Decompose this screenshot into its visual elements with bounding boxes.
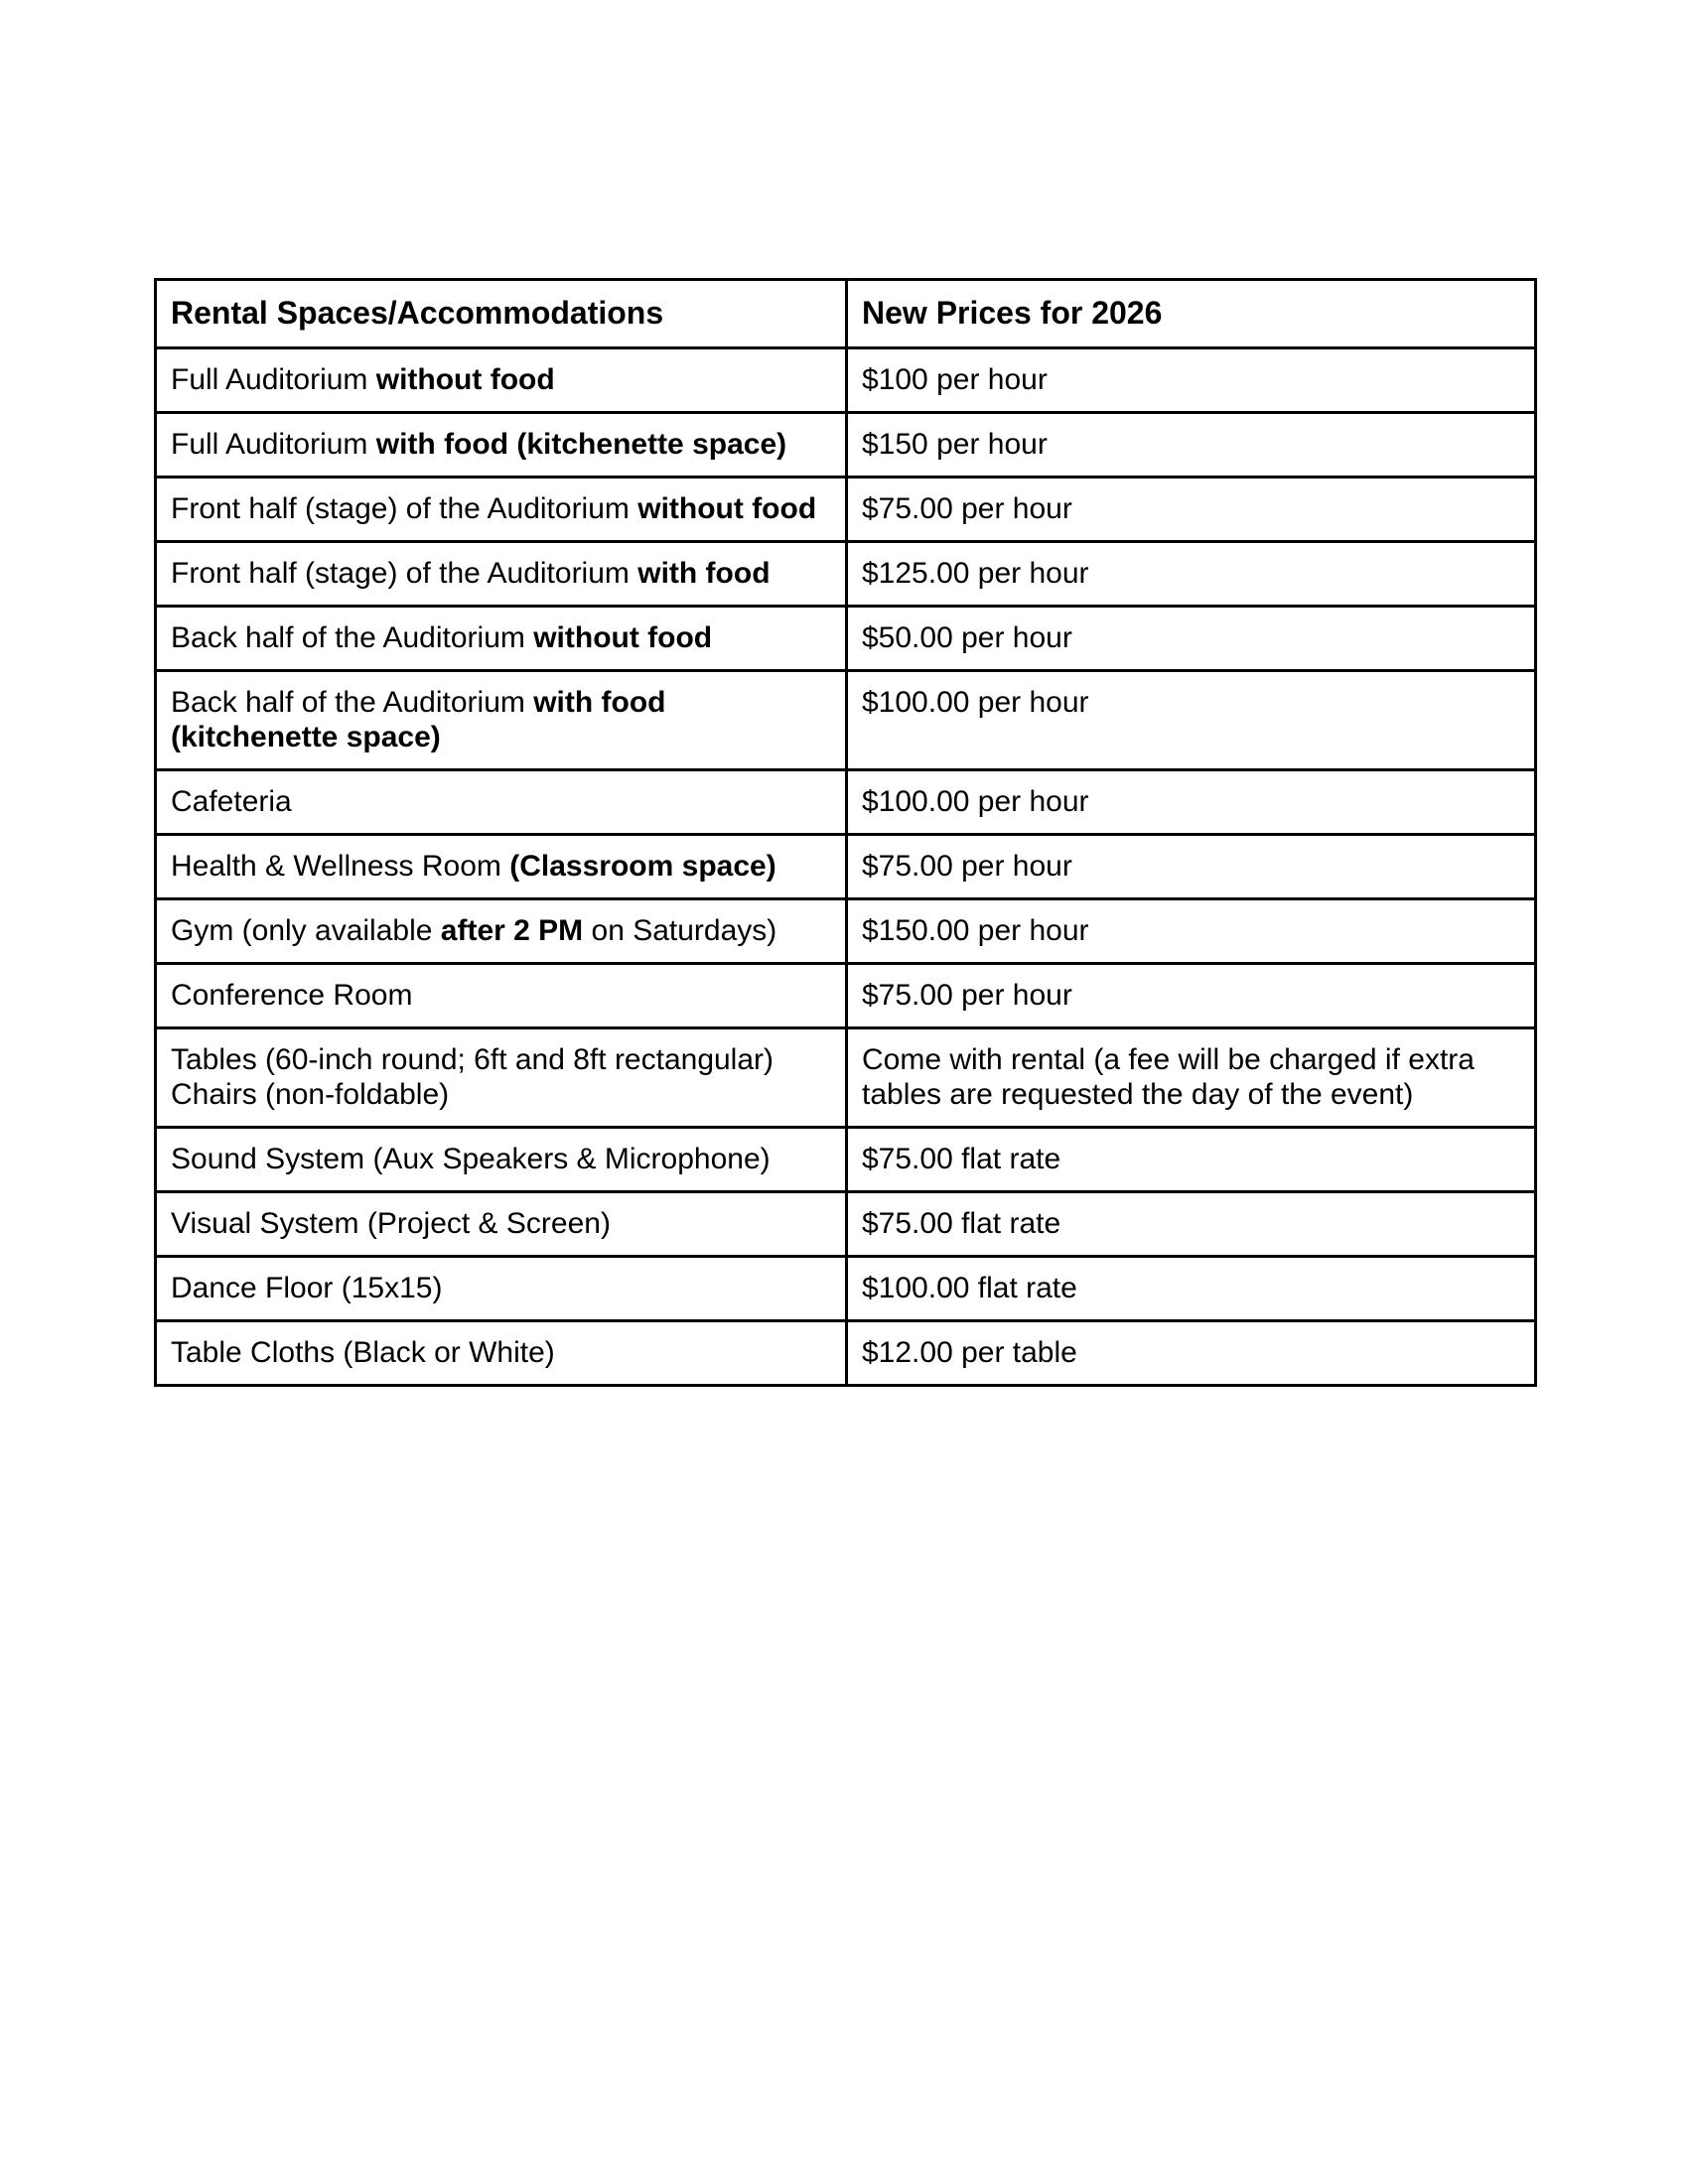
price-cell: $12.00 per table xyxy=(847,1321,1536,1386)
item-text: Front half (stage) of the Auditorium xyxy=(171,492,638,525)
price-cell: $100 per hour xyxy=(847,348,1536,413)
table-row xyxy=(156,1128,1536,1192)
price-cell xyxy=(847,1028,1536,1128)
item-cell xyxy=(156,542,847,607)
table-row xyxy=(156,1321,1536,1386)
item-cell xyxy=(156,1257,847,1321)
item-cell xyxy=(156,899,847,964)
item-cell xyxy=(156,964,847,1028)
table-row xyxy=(156,348,1536,413)
item-cell xyxy=(156,607,847,671)
item-text: Back half of the Auditorium xyxy=(171,686,534,719)
table-row xyxy=(156,1192,1536,1257)
item-cell xyxy=(156,1028,847,1128)
item-emphasis: with food xyxy=(533,686,666,719)
rental-pricing-table xyxy=(154,278,1537,1387)
item-emphasis: without food xyxy=(637,492,817,525)
table-row xyxy=(156,607,1536,671)
item-text: Gym (only available xyxy=(171,914,441,947)
table-row xyxy=(156,770,1536,835)
item-emphasis: with food (kitchenette space) xyxy=(375,428,787,461)
price-cell: $150 per hour xyxy=(847,413,1536,478)
item-text: Conference Room xyxy=(171,979,413,1012)
price-cell: $100.00 per hour xyxy=(847,770,1536,835)
item-emphasis: after 2 PM xyxy=(440,914,584,947)
table-row xyxy=(156,1028,1536,1128)
table-row xyxy=(156,835,1536,899)
item-emphasis: without food xyxy=(375,363,555,396)
price-cell: $75.00 flat rate xyxy=(847,1192,1536,1257)
price-text-line1: Come with rental (a fee will be charged if extra xyxy=(862,1043,1475,1076)
item-emphasis-line2: (kitchenette space) xyxy=(171,721,441,753)
price-cell: $50.00 per hour xyxy=(847,607,1536,671)
item-emphasis: without food xyxy=(533,621,713,654)
item-cell xyxy=(156,1128,847,1192)
item-text: Full Auditorium xyxy=(171,363,376,396)
header-rental-spaces: Rental Spaces/Accommodations xyxy=(156,280,847,348)
item-cell xyxy=(156,413,847,478)
price-text-line2: tables are requested the day of the event) xyxy=(862,1078,1414,1111)
item-emphasis: with food xyxy=(637,557,771,590)
header-new-prices: New Prices for 2026 xyxy=(847,280,1536,348)
item-text: Full Auditorium xyxy=(171,428,376,461)
table-row xyxy=(156,899,1536,964)
item-cell xyxy=(156,770,847,835)
price-cell: $100.00 flat rate xyxy=(847,1257,1536,1321)
item-cell xyxy=(156,1321,847,1386)
item-cell xyxy=(156,835,847,899)
price-cell: $75.00 per hour xyxy=(847,964,1536,1028)
table-row xyxy=(156,671,1536,770)
item-text: Visual System (Project & Screen) xyxy=(171,1207,611,1240)
item-emphasis: (Classroom space) xyxy=(509,850,776,883)
item-text: Table Cloths (Black or White) xyxy=(171,1336,555,1369)
item-text-line2: Chairs (non-foldable) xyxy=(171,1078,450,1111)
table-row xyxy=(156,1257,1536,1321)
table-row xyxy=(156,478,1536,542)
item-text: Sound System (Aux Speakers & Microphone) xyxy=(171,1143,771,1175)
item-cell xyxy=(156,478,847,542)
price-cell: $75.00 per hour xyxy=(847,478,1536,542)
item-text: Cafeteria xyxy=(171,785,292,818)
item-cell xyxy=(156,671,847,770)
price-cell: $75.00 per hour xyxy=(847,835,1536,899)
price-cell: $75.00 flat rate xyxy=(847,1128,1536,1192)
item-text: Back half of the Auditorium xyxy=(171,621,534,654)
item-text: Front half (stage) of the Auditorium xyxy=(171,557,638,590)
table-row xyxy=(156,964,1536,1028)
item-cell xyxy=(156,1192,847,1257)
item-text: Health & Wellness Room xyxy=(171,850,510,883)
table-row xyxy=(156,542,1536,607)
item-text-line1: Tables (60-inch round; 6ft and 8ft rectangular) xyxy=(171,1043,774,1076)
item-text-after: on Saturdays) xyxy=(583,914,777,947)
price-cell: $150.00 per hour xyxy=(847,899,1536,964)
table-row xyxy=(156,413,1536,478)
item-cell xyxy=(156,348,847,413)
table-header-row xyxy=(156,280,1536,348)
price-cell: $125.00 per hour xyxy=(847,542,1536,607)
price-cell: $100.00 per hour xyxy=(847,671,1536,770)
item-text: Dance Floor (15x15) xyxy=(171,1272,443,1304)
